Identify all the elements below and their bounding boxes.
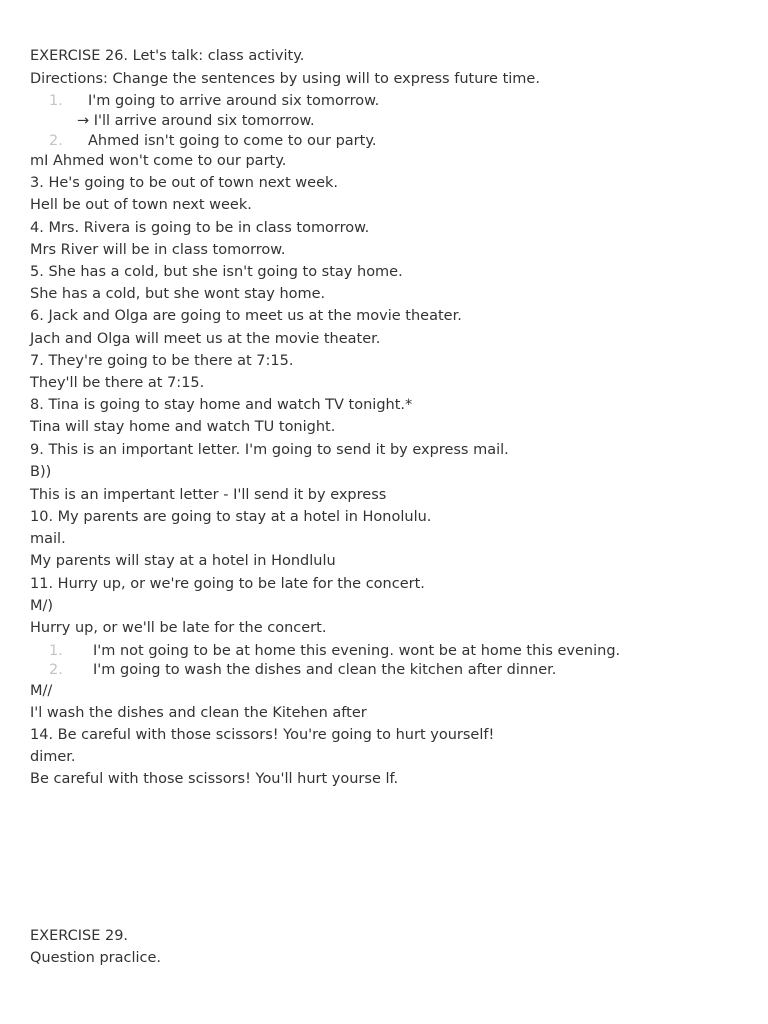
list-number: 1. bbox=[49, 643, 63, 659]
exercise-26-directions: Directions: Change the sentences by using will to express future time. bbox=[30, 71, 540, 87]
exercise-29-subtitle: Question praclice. bbox=[30, 950, 162, 966]
answer-line: I'l wash the dishes and clean the Kitehen after bbox=[30, 705, 367, 721]
list-item: Ahmed isn't going to come to our party. bbox=[88, 133, 377, 149]
answer-line: mI Ahmed won't come to our party. bbox=[30, 153, 287, 169]
exercise-26-title: EXERCISE 26. Let's talk: class activity. bbox=[30, 48, 305, 64]
list-item: I'm going to arrive around six tomorrow. bbox=[88, 93, 380, 109]
list-item: I'm not going to be at home this evening. wont be at home this evening. bbox=[93, 643, 621, 659]
question-line: 4. Mrs. Rivera is going to be in class tomorrow. bbox=[30, 220, 370, 236]
answer-line: dimer. bbox=[30, 749, 76, 765]
list-number: 2. bbox=[49, 133, 63, 149]
question-line: 8. Tina is going to stay home and watch TV tonight.* bbox=[30, 397, 413, 413]
answer-line: They'll be there at 7:15. bbox=[30, 375, 205, 391]
margin-mark: M// bbox=[30, 683, 53, 699]
answer-line: She has a cold, but she wont stay home. bbox=[30, 286, 326, 302]
answer-line: mail. bbox=[30, 531, 66, 547]
margin-mark: M/) bbox=[30, 598, 54, 614]
question-line: 9. This is an important letter. I'm going to send it by express mail. bbox=[30, 442, 509, 458]
list-number: 2. bbox=[49, 662, 63, 678]
question-line: 6. Jack and Olga are going to meet us at the movie theater. bbox=[30, 308, 462, 324]
answer-line: Be careful with those scissors! You'll hurt yourse lf. bbox=[30, 771, 399, 787]
example-answer: → I'll arrive around six tomorrow. bbox=[77, 113, 315, 129]
answer-line: Mrs River will be in class tomorrow. bbox=[30, 242, 286, 258]
question-line: 3. He's going to be out of town next week. bbox=[30, 175, 339, 191]
list-number: 1. bbox=[49, 93, 63, 109]
list-item: I'm going to wash the dishes and clean the kitchen after dinner. bbox=[93, 662, 557, 678]
question-line: 5. She has a cold, but she isn't going to stay home. bbox=[30, 264, 403, 280]
question-line: 14. Be careful with those scissors! You're going to hurt yourself! bbox=[30, 727, 495, 743]
answer-line: Tina will stay home and watch TU tonight. bbox=[30, 419, 336, 435]
answer-line: Hurry up, or we'll be late for the concert. bbox=[30, 620, 327, 636]
margin-mark: B)) bbox=[30, 464, 52, 480]
answer-line: My parents will stay at a hotel in Hondlulu bbox=[30, 553, 336, 569]
question-line: 7. They're going to be there at 7:15. bbox=[30, 353, 294, 369]
answer-line: This is an impertant letter - I'll send it by express bbox=[30, 487, 387, 503]
question-line: 10. My parents are going to stay at a hotel in Honolulu. bbox=[30, 509, 432, 525]
question-line: 11. Hurry up, or we're going to be late for the concert. bbox=[30, 576, 425, 592]
answer-line: Hell be out of town next week. bbox=[30, 197, 252, 213]
answer-line: Jach and Olga will meet us at the movie theater. bbox=[30, 331, 381, 347]
exercise-29-title: EXERCISE 29. bbox=[30, 928, 129, 944]
